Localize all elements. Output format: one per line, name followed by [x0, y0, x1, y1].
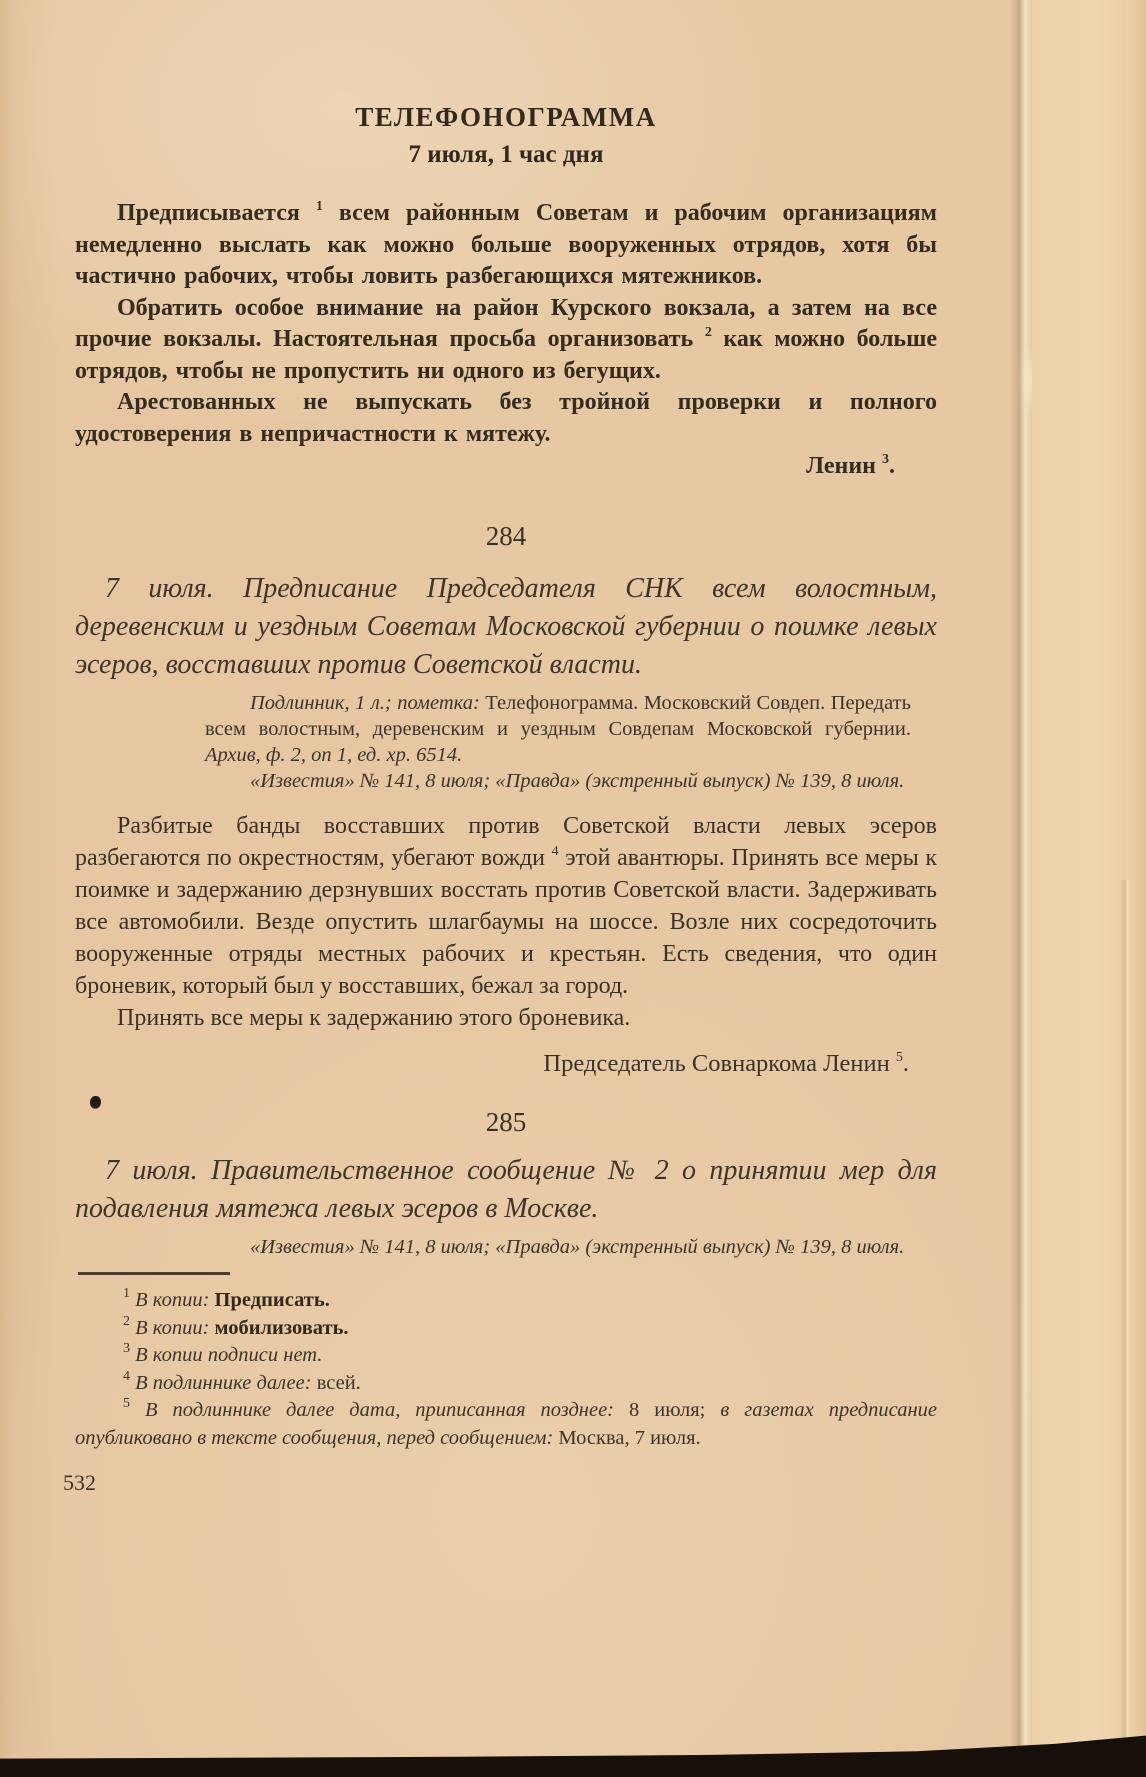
page-number: 532 — [63, 1470, 96, 1495]
source-annotation: Телефонограмма. Московский Совдеп. Передать всем волостным, деревенским и уездным Совдепам Московской губернии. — [205, 692, 911, 740]
footnote-1 — [75, 1287, 937, 1315]
text-segment: этой авантюры. Принять все меры к поимке и задержанию дерзнувших восстать против Советской власти. Задерживать все автомобили. Везде опустить шлагбаумы на шоссе. Возле них сосредоточить вооруженные отряды местных рабочих и крестьян. Есть сведения, что один броневик, который был у восставших, бежал за город. — [75, 845, 938, 999]
book-bottom-shadow — [0, 1731, 1146, 1777]
text-segment: Предписывается — [117, 200, 300, 226]
footnote-marker-5: 5 — [123, 1396, 130, 1412]
footnote-text: В подлиннике далее дата, приписанная позднее: — [144, 1399, 615, 1421]
footnote-text: в газетах предписание опубликовано в тексте сообщения, перед сообщением: — [75, 1399, 937, 1449]
footnote-ref-5: 5 — [895, 1049, 903, 1065]
telephonogram-signature — [75, 450, 937, 482]
telephonogram-title: ТЕЛЕФОНОГРАММА — [355, 102, 657, 132]
signature-name: Председатель Совнаркома Ленин — [543, 1050, 890, 1077]
page-fold-crease-2 — [1120, 880, 1130, 1777]
source-type: Подлинник, 1 л.; пометка: — [250, 692, 480, 714]
footnote-text: В подлиннике далее: — [135, 1371, 312, 1394]
footnote-2 — [75, 1315, 937, 1343]
document-285-source-note — [205, 1234, 911, 1260]
footnote-marker-2: 2 — [123, 1313, 130, 1329]
document-285-heading: 7 июля. Правительственное сообщение № 2 о принятии мер для подавления мятежа левых эсеров в Москве. — [75, 1155, 937, 1224]
footnote-text: В копии: — [135, 1316, 210, 1339]
footnote-variant-word: Предписать. — [214, 1289, 330, 1311]
text-segment: . — [889, 453, 895, 479]
source-line — [205, 690, 911, 768]
footnote-text: В копии: — [135, 1289, 210, 1311]
footnote-marker-1: 1 — [123, 1286, 130, 1302]
footnote-date: 8 июля; — [629, 1399, 706, 1421]
document-284-heading: 7 июля. Предписание Председателя СНК всем волостным, деревенским и уездным Советам Московской губернии о поимке левых эсеров, восставших против Советской власти. — [75, 573, 937, 680]
text-segment: Обратить особое внимание на район Курского вокзала, а затем на все прочие вокзалы. Настоятельная просьба организовать — [75, 294, 937, 352]
footnote-4 — [75, 1370, 937, 1398]
footnote-variant-word: мобилизовать. — [214, 1316, 349, 1339]
footnote-date: Москва, 7 июля. — [558, 1426, 701, 1449]
press-reference: «Известия» № 141, 8 июля; «Правда» (экстренный выпуск) № 139, 8 июля. — [250, 770, 905, 792]
document-number-284: 284 — [485, 521, 527, 551]
page-text-column — [63, 100, 938, 1496]
page-right-edge — [1032, 0, 1146, 1777]
document-284-paragraph-1 — [75, 810, 937, 1002]
text-segment: как можно больше отрядов, чтобы не пропустить ни одного из бегущих. — [75, 326, 938, 384]
footnotes-block — [75, 1287, 937, 1452]
footnote-ref-2: 2 — [704, 325, 712, 340]
footnote-ref-4: 4 — [551, 844, 559, 859]
footnote-marker-4: 4 — [123, 1368, 130, 1384]
text-segment: Разбитые банды восставших против Советской власти левых эсеров разбегаются по окрестностям, убегают вожди — [75, 813, 937, 871]
footnote-separator — [78, 1272, 230, 1275]
footnote-5 — [75, 1397, 937, 1452]
telephonogram-paragraph-1 — [75, 198, 937, 293]
document-284-signature — [75, 1048, 937, 1080]
paper-stain — [1016, 345, 1058, 415]
text-segment: . — [902, 1050, 909, 1077]
footnote-text: В копии подписи нет. — [135, 1344, 323, 1366]
document-284-paragraph-2: Принять все меры к задержанию этого броневика. — [117, 1005, 631, 1031]
archive-reference: Архив, ф. 2, оп 1, ед. хр. 6514. — [205, 744, 463, 766]
page-fold-crease — [1010, 0, 1032, 1777]
footnote-ref-3: 3 — [882, 452, 889, 467]
telephonogram-paragraph-3: Арестованных не выпускать без тройной проверки и полного удостоверения в непричастности к мятежу. — [75, 389, 937, 447]
footnote-marker-3: 3 — [123, 1341, 130, 1357]
signature-name: Ленин — [806, 453, 876, 479]
footnote-variant-word: всей. — [316, 1371, 361, 1394]
text-segment: всем районным Советам и рабочим организациям немедленно выслать как можно больше вооруженных отрядов, хотя бы частично рабочих, чтобы ловить разбегающихся мятежников. — [75, 200, 938, 289]
telephonogram-paragraph-2 — [75, 293, 937, 388]
press-reference: «Известия» № 141, 8 июля; «Правда» (экстренный выпуск) № 139, 8 июля. — [250, 1236, 905, 1258]
telephonogram-dateline: 7 июля, 1 час дня — [408, 141, 604, 168]
footnote-3 — [75, 1342, 937, 1370]
document-284-source-note — [205, 690, 911, 794]
document-number-285: 285 — [485, 1107, 527, 1137]
footnote-ref-1: 1 — [315, 199, 323, 214]
